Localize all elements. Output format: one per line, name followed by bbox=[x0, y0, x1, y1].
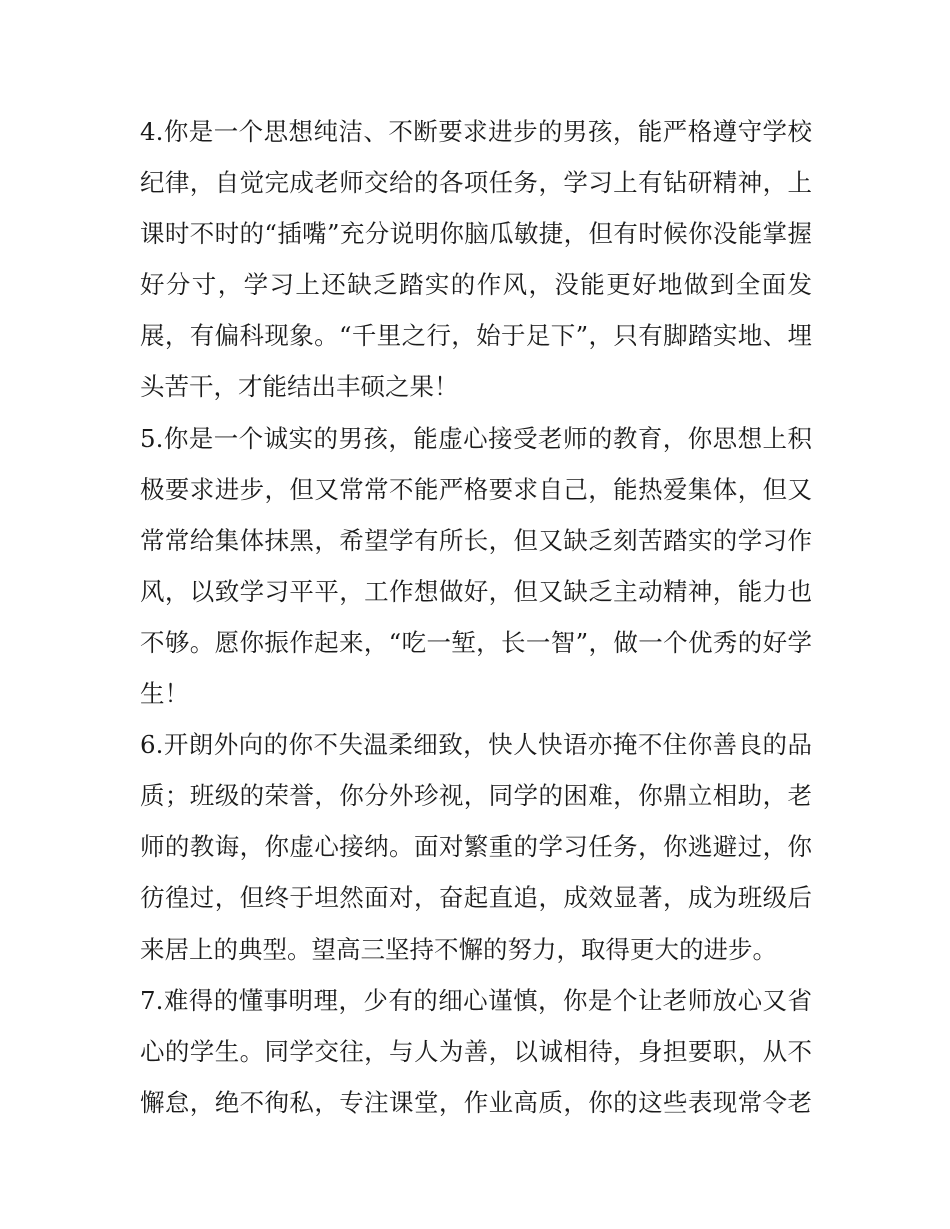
text-line: 纪律，自觉完成老师交给的各项任务，学习上有钻研精神，上 bbox=[140, 168, 812, 198]
paragraph-5 bbox=[140, 413, 812, 720]
text-line: 5.你是一个诚实的男孩，能虚心接受老师的教育，你思想上积 bbox=[140, 423, 812, 453]
text-line: 懈怠，绝不徇私，专注课堂，作业高质，你的这些表现常令老 bbox=[140, 1087, 812, 1117]
text-line: 展，有偏科现象。“千里之行，始于足下”，只有脚踏实地、埋 bbox=[140, 321, 812, 351]
text-line: 彷徨过，但终于坦然面对，奋起直追，成效显著，成为班级后 bbox=[140, 883, 812, 913]
text-line: 好分寸，学习上还缺乏踏实的作风，没能更好地做到全面发 bbox=[140, 270, 812, 300]
paragraph-4 bbox=[140, 106, 812, 413]
text-line: 6.开朗外向的你不失温柔细致，快人快语亦掩不住你善良的品 bbox=[140, 730, 812, 760]
text-line: 来居上的典型。望高三坚持不懈的努力，取得更大的进步。 bbox=[140, 934, 777, 964]
text-line: 质；班级的荣誉，你分外珍视，同学的困难，你鼎立相助，老 bbox=[140, 781, 812, 811]
text-line: 师的教诲，你虚心接纳。面对繁重的学习任务，你逃避过，你 bbox=[140, 832, 812, 862]
text-line: 风，以致学习平平，工作想做好，但又缺乏主动精神，能力也 bbox=[140, 576, 812, 606]
text-line: 生！ bbox=[140, 679, 189, 709]
text-line: 头苦干，才能结出丰硕之果！ bbox=[140, 372, 459, 402]
text-line: 课时不时的“插嘴”充分说明你脑瓜敏捷，但有时候你没能掌握 bbox=[140, 219, 812, 249]
text-line: 极要求进步，但又常常不能严格要求自己，能热爱集体，但又 bbox=[140, 474, 812, 504]
paragraph-7 bbox=[140, 975, 812, 1128]
paragraph-6 bbox=[140, 719, 812, 974]
document-body bbox=[140, 106, 812, 1128]
text-line: 常常给集体抹黑，希望学有所长，但又缺乏刻苦踏实的学习作 bbox=[140, 525, 812, 555]
text-line: 7.难得的懂事明理，少有的细心谨慎，你是个让老师放心又省 bbox=[140, 985, 812, 1015]
text-line: 不够。愿你振作起来，“吃一堑，长一智”，做一个优秀的好学 bbox=[140, 627, 812, 657]
text-line: 4.你是一个思想纯洁、不断要求进步的男孩，能严格遵守学校 bbox=[140, 117, 812, 146]
text-line: 心的学生。同学交往，与人为善，以诚相待，身担要职，从不 bbox=[140, 1036, 812, 1066]
